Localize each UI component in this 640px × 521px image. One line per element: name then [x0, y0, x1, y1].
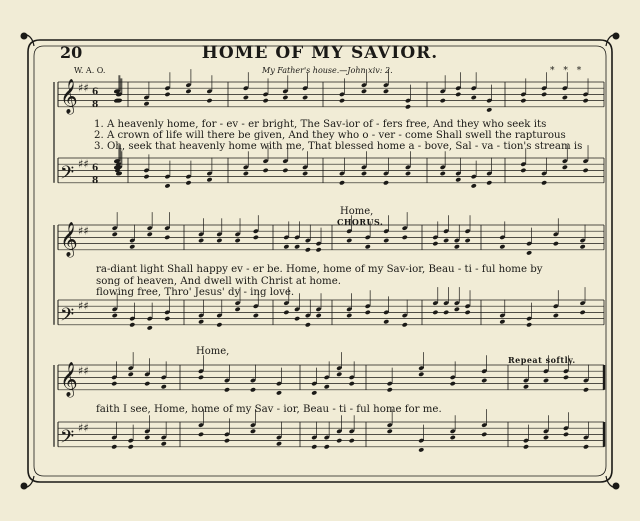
note-head	[305, 322, 311, 327]
key-signature: ♯♯	[78, 81, 89, 95]
note-head	[583, 387, 589, 392]
bass-clef: 𝄢	[60, 426, 75, 452]
note-head	[523, 444, 529, 449]
note-head	[206, 98, 212, 103]
note-head	[455, 177, 461, 182]
note-head	[432, 241, 438, 246]
note-head	[583, 168, 589, 173]
note-head	[235, 307, 241, 312]
note-head	[562, 95, 568, 100]
note-head	[486, 180, 492, 185]
treble-clef: 𝄞	[60, 221, 78, 257]
treble-clef: 𝄞	[60, 78, 78, 114]
note-head	[198, 375, 204, 380]
note-head	[499, 244, 505, 249]
note-head	[216, 322, 222, 327]
note-head	[316, 247, 322, 252]
note-head	[440, 98, 446, 103]
note-head	[302, 95, 308, 100]
note-head	[481, 378, 487, 383]
note-head	[465, 238, 471, 243]
note-head	[541, 180, 547, 185]
note-head	[418, 447, 424, 452]
note-head	[311, 444, 317, 449]
note-head	[583, 98, 589, 103]
note-head	[402, 322, 408, 327]
note-head	[250, 429, 256, 434]
time-signature-bottom: 8	[92, 175, 99, 186]
note-head	[387, 429, 393, 434]
note-head	[553, 241, 559, 246]
note-head	[283, 244, 289, 249]
note-head	[143, 174, 149, 179]
note-head	[243, 171, 249, 176]
note-head	[164, 235, 170, 240]
note-head	[161, 441, 167, 446]
ornamental-border	[21, 33, 619, 489]
note-head	[111, 381, 117, 386]
treble-clef: 𝄞	[60, 361, 78, 397]
note-head	[164, 92, 170, 97]
note-head	[349, 381, 355, 386]
note-head	[185, 89, 191, 94]
scripture-reference: My Father's house.—John xiv: 2.	[262, 66, 393, 75]
note-head	[405, 104, 411, 109]
note-head	[263, 98, 269, 103]
note-head	[405, 171, 411, 176]
note-head	[339, 98, 345, 103]
note-head	[185, 180, 191, 185]
note-head	[450, 435, 456, 440]
note-head	[520, 168, 526, 173]
note-head	[346, 238, 352, 243]
note-head	[198, 319, 204, 324]
note-head	[324, 384, 330, 389]
note-head	[418, 372, 424, 377]
repeat-softly-instruction: Repeat softly.	[508, 355, 576, 365]
note-head	[243, 95, 249, 100]
note-head	[147, 325, 153, 330]
note-head	[520, 98, 526, 103]
note-head	[553, 313, 559, 318]
verse-1-lyrics: 1. A heavenly home, for - ev - er bright, The Sav-ior of - fers free, And they who seek its	[94, 119, 547, 130]
note-head	[324, 444, 330, 449]
note-head	[276, 441, 282, 446]
note-head	[402, 235, 408, 240]
note-head	[471, 95, 477, 100]
note-head	[143, 101, 149, 106]
note-head	[526, 322, 532, 327]
verse-2-lyrics: 2. A crown of life will there be given, And they who o - ver - come Shall swell the rapturous	[94, 130, 566, 141]
note-head	[486, 107, 492, 112]
system-2-lyrics-line-2: song of heaven, And dwell with Christ at home.	[96, 276, 341, 287]
note-head	[481, 432, 487, 437]
note-head	[346, 313, 352, 318]
note-head	[129, 244, 135, 249]
tempo-stars: * * *	[550, 66, 585, 76]
key-signature: ♯♯	[78, 364, 89, 378]
system-2-lyrics-line-3: flowing free, Thro' Jesus' dy - ing love.	[96, 287, 295, 298]
note-head	[499, 319, 505, 324]
note-head	[443, 238, 449, 243]
key-signature: ♯♯	[78, 299, 89, 313]
note-head	[216, 238, 222, 243]
note-head	[336, 438, 342, 443]
note-head	[128, 372, 134, 377]
note-head	[365, 310, 371, 315]
note-head	[283, 310, 289, 315]
key-signature: ♯♯	[78, 157, 89, 171]
note-head	[294, 244, 300, 249]
note-head	[541, 92, 547, 97]
time-signature-top: 6	[92, 87, 99, 98]
note-head	[383, 180, 389, 185]
note-head	[282, 95, 288, 100]
note-head	[111, 444, 117, 449]
note-head	[543, 435, 549, 440]
note-head	[311, 390, 317, 395]
note-head	[339, 180, 345, 185]
note-head	[454, 244, 460, 249]
verse-3-lyrics: 3. Oh, seek that heavenly home with me, That blessed home a - bove, Sal - va - tion's stream is	[94, 141, 583, 152]
note-head	[263, 168, 269, 173]
note-head	[583, 444, 589, 449]
note-head	[164, 183, 170, 188]
note-head	[128, 444, 134, 449]
note-head	[543, 378, 549, 383]
note-head	[563, 375, 569, 380]
system-2-lyrics-line-1: ra-diant light Shall happy ev - er be. Home, home of my Sav-ior, Beau - ti - ful home by	[96, 264, 543, 275]
note-head	[206, 177, 212, 182]
note-head	[316, 313, 322, 318]
note-head	[523, 384, 529, 389]
note-head	[129, 322, 135, 327]
note-head	[383, 238, 389, 243]
note-head	[450, 381, 456, 386]
note-head	[563, 432, 569, 437]
note-head	[294, 316, 300, 321]
hymn-title: HOME OF MY SAVIOR.	[201, 43, 439, 63]
note-head	[465, 310, 471, 315]
note-head	[432, 310, 438, 315]
time-signature-top: 6	[92, 163, 99, 174]
composer-initials: W. A. O.	[74, 66, 106, 75]
note-head	[305, 247, 311, 252]
note-head	[580, 244, 586, 249]
note-head	[383, 89, 389, 94]
note-head	[454, 307, 460, 312]
note-head	[282, 168, 288, 173]
note-head	[440, 171, 446, 176]
note-head	[580, 310, 586, 315]
note-head	[253, 313, 259, 318]
note-head	[224, 438, 230, 443]
note-head	[112, 232, 118, 237]
note-head	[164, 316, 170, 321]
note-head	[387, 387, 393, 392]
page-number: 20	[60, 43, 83, 62]
key-signature: ♯♯	[78, 421, 89, 435]
system-3-lyrics: faith I see, Home, home of my Sav - ior, Beau - ti - ful home for me.	[96, 404, 442, 415]
note-head	[455, 92, 461, 97]
note-head	[526, 250, 532, 255]
note-head	[253, 235, 259, 240]
note-head	[383, 319, 389, 324]
note-head	[349, 438, 355, 443]
note-head	[112, 313, 118, 318]
bass-clef: 𝄢	[60, 304, 75, 330]
chorus-label: CHORUS.	[337, 217, 384, 227]
note-head	[471, 183, 477, 188]
note-head	[361, 89, 367, 94]
note-head	[443, 310, 449, 315]
note-head	[276, 390, 282, 395]
note-head	[144, 435, 150, 440]
note-head	[224, 387, 230, 392]
system-3-home-cue: Home,	[196, 346, 230, 357]
note-head	[336, 372, 342, 377]
note-head	[144, 381, 150, 386]
bass-clef: 𝄢	[60, 162, 75, 188]
note-head	[365, 244, 371, 249]
time-signature-bottom: 8	[92, 99, 99, 110]
note-head	[302, 171, 308, 176]
note-head	[198, 238, 204, 243]
key-signature: ♯♯	[78, 224, 89, 238]
note-head	[161, 384, 167, 389]
note-head	[198, 432, 204, 437]
note-head	[235, 238, 241, 243]
note-head	[250, 387, 256, 392]
note-head	[147, 232, 153, 237]
note-head	[562, 165, 568, 170]
note-head	[361, 171, 367, 176]
chorus-home-cue: Home,	[340, 206, 374, 217]
